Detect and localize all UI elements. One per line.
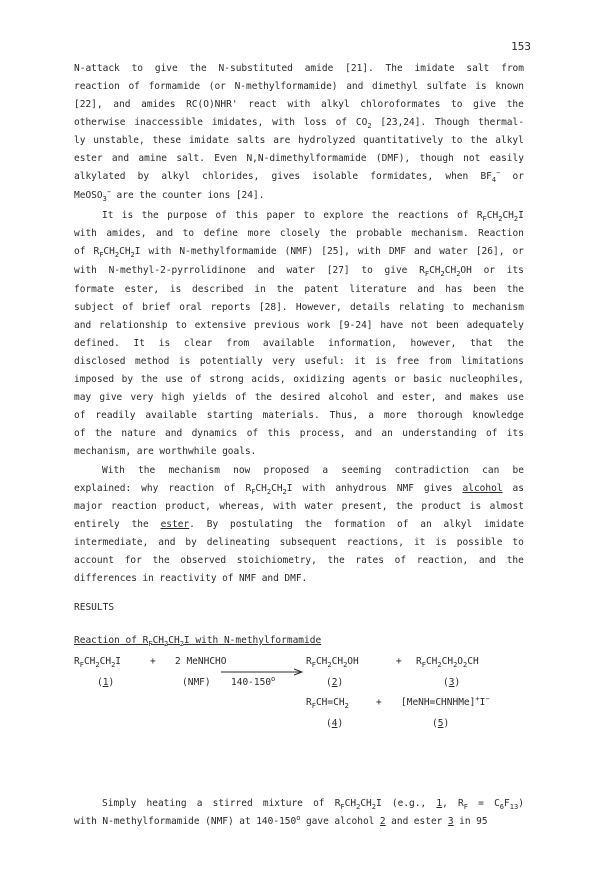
results-heading: RESULTS [74,602,115,613]
text-line: entirely the ester. By postulating the formation of an alkyl imidate [74,519,524,530]
text-line: ester and amine salt. Even N,N-dimethylformamide (DMF), though not easily [74,153,524,164]
text-line: imposed by the use of strong acids, oxidizing agents or basic nucleophiles, [74,374,524,385]
scheme-label: + [396,656,402,667]
text-line: explained: why reaction of $R_FCH_2CH_2I$ with anhydrous NMF gives alcohol as [74,483,524,496]
text-line: otherwise inaccessible imidates, with loss of $CO_2$ [23,24]. Though thermal- [74,117,524,130]
scheme-label: (2) [326,677,344,688]
text-line: With the mechanism now proposed a seeming contradiction can be [102,465,524,476]
text-line: of the nature and dynamics of this process, and an understanding of its [74,428,524,439]
text-line: may give very high yields of the desired alcohol and ester, and makes use [74,392,524,403]
scheme-label: $R_FCH=CH_2$ [306,697,349,710]
reaction-arrow-icon [221,668,305,676]
text-line: reaction of formamide (or N-methylformamide) and dimethyl sulfate is known [74,81,524,92]
text-line: alkylated by alkyl chlorides, gives isolable formidates, when $BF_4^-$ or [74,169,524,184]
text-line: formate ester, is described in the patent literature and has been the [74,284,524,295]
scheme-label: (1) [97,677,115,688]
text-line: [22], and amides RC(O)NHR' react with alkyl chloroformates to give the [74,99,524,110]
text-line: with N-methylformamide (NMF) at 140-150$^o$ gave alcohol 2 and ester 3 in 95 [74,814,488,827]
text-line: of $R_FCH_2CH_2I$ with N-methylformamide (NMF) [25], with DMF and water [26], or [74,246,524,259]
text-line: subject of brief oral reports [28]. However, details relating to mechanism [74,302,524,313]
scheme-label: (3) [443,677,461,688]
scheme-label: (4) [326,718,344,729]
text-line: with N-methyl-2-pyrrolidinone and water [27] to give $R_FCH_2CH_2OH$ or its [74,265,524,278]
text-line: major reaction product, whereas, with water present, the product is almost [74,501,524,512]
scheme-label: $R_FCH_2CH_2I$ [74,656,122,669]
scheme-label: $R_FCH_2CH_2O_2CH$ [416,656,479,669]
scheme-label: 140-150$^o$ [231,675,276,688]
scheme-label: (5) [432,718,450,729]
scheme-label: + [376,697,382,708]
text-line: of readily available starting materials. Thus, a more thorough knowledge [74,410,524,421]
text-line: N-attack to give the N-substituted amide [21]. The imidate salt from [74,63,524,74]
scheme-label: (NMF) [182,677,211,688]
text-line: account for the observed stoichiometry, the rates of reaction, and the [74,555,524,566]
text-line: ly unstable, these imidate salts are hydrolyzed quantitatively to the alkyl [74,135,524,146]
text-line: disclosed method is potentially very useful: it is free from limitations [74,356,524,367]
text-line: and relationship to extensive previous work [9-24] have not been adequately [74,320,524,331]
page-number: 153 [511,40,531,53]
text-line: mechanism, are worthwhile goals. [74,446,257,457]
text-line: It is the purpose of this paper to explore the reactions of $R_FCH_2CH_2I$ [102,210,524,223]
subsection-heading: Reaction of $R_FCH_2CH_2I$ with N-methylformamide [74,635,322,648]
text-line: with amides, and to define more closely the probable mechanism. Reaction [74,228,524,239]
text-line: intermediate, and by delineating subsequent reactions, it is possible to [74,537,524,548]
text-line: MeOSO$_3$− are the counter ions [24]. [74,188,265,203]
text-line: differences in reactivity of NMF and DMF. [74,573,308,584]
scheme-label: [MeNH=CHNHMe]+I− [401,695,490,708]
text-line: defined. It is clear from available information, however, that the [74,338,524,349]
text-line: Simply heating a stirred mixture of $R_FCH_2CH_2I$ (e.g., 1, $R_F$ = $C_6F_{13}$) [102,798,524,811]
scheme-label: 2 MeNHCHO [175,656,227,667]
scheme-label: $R_FCH_2CH_2OH$ [306,656,359,669]
scheme-label: + [150,656,156,667]
